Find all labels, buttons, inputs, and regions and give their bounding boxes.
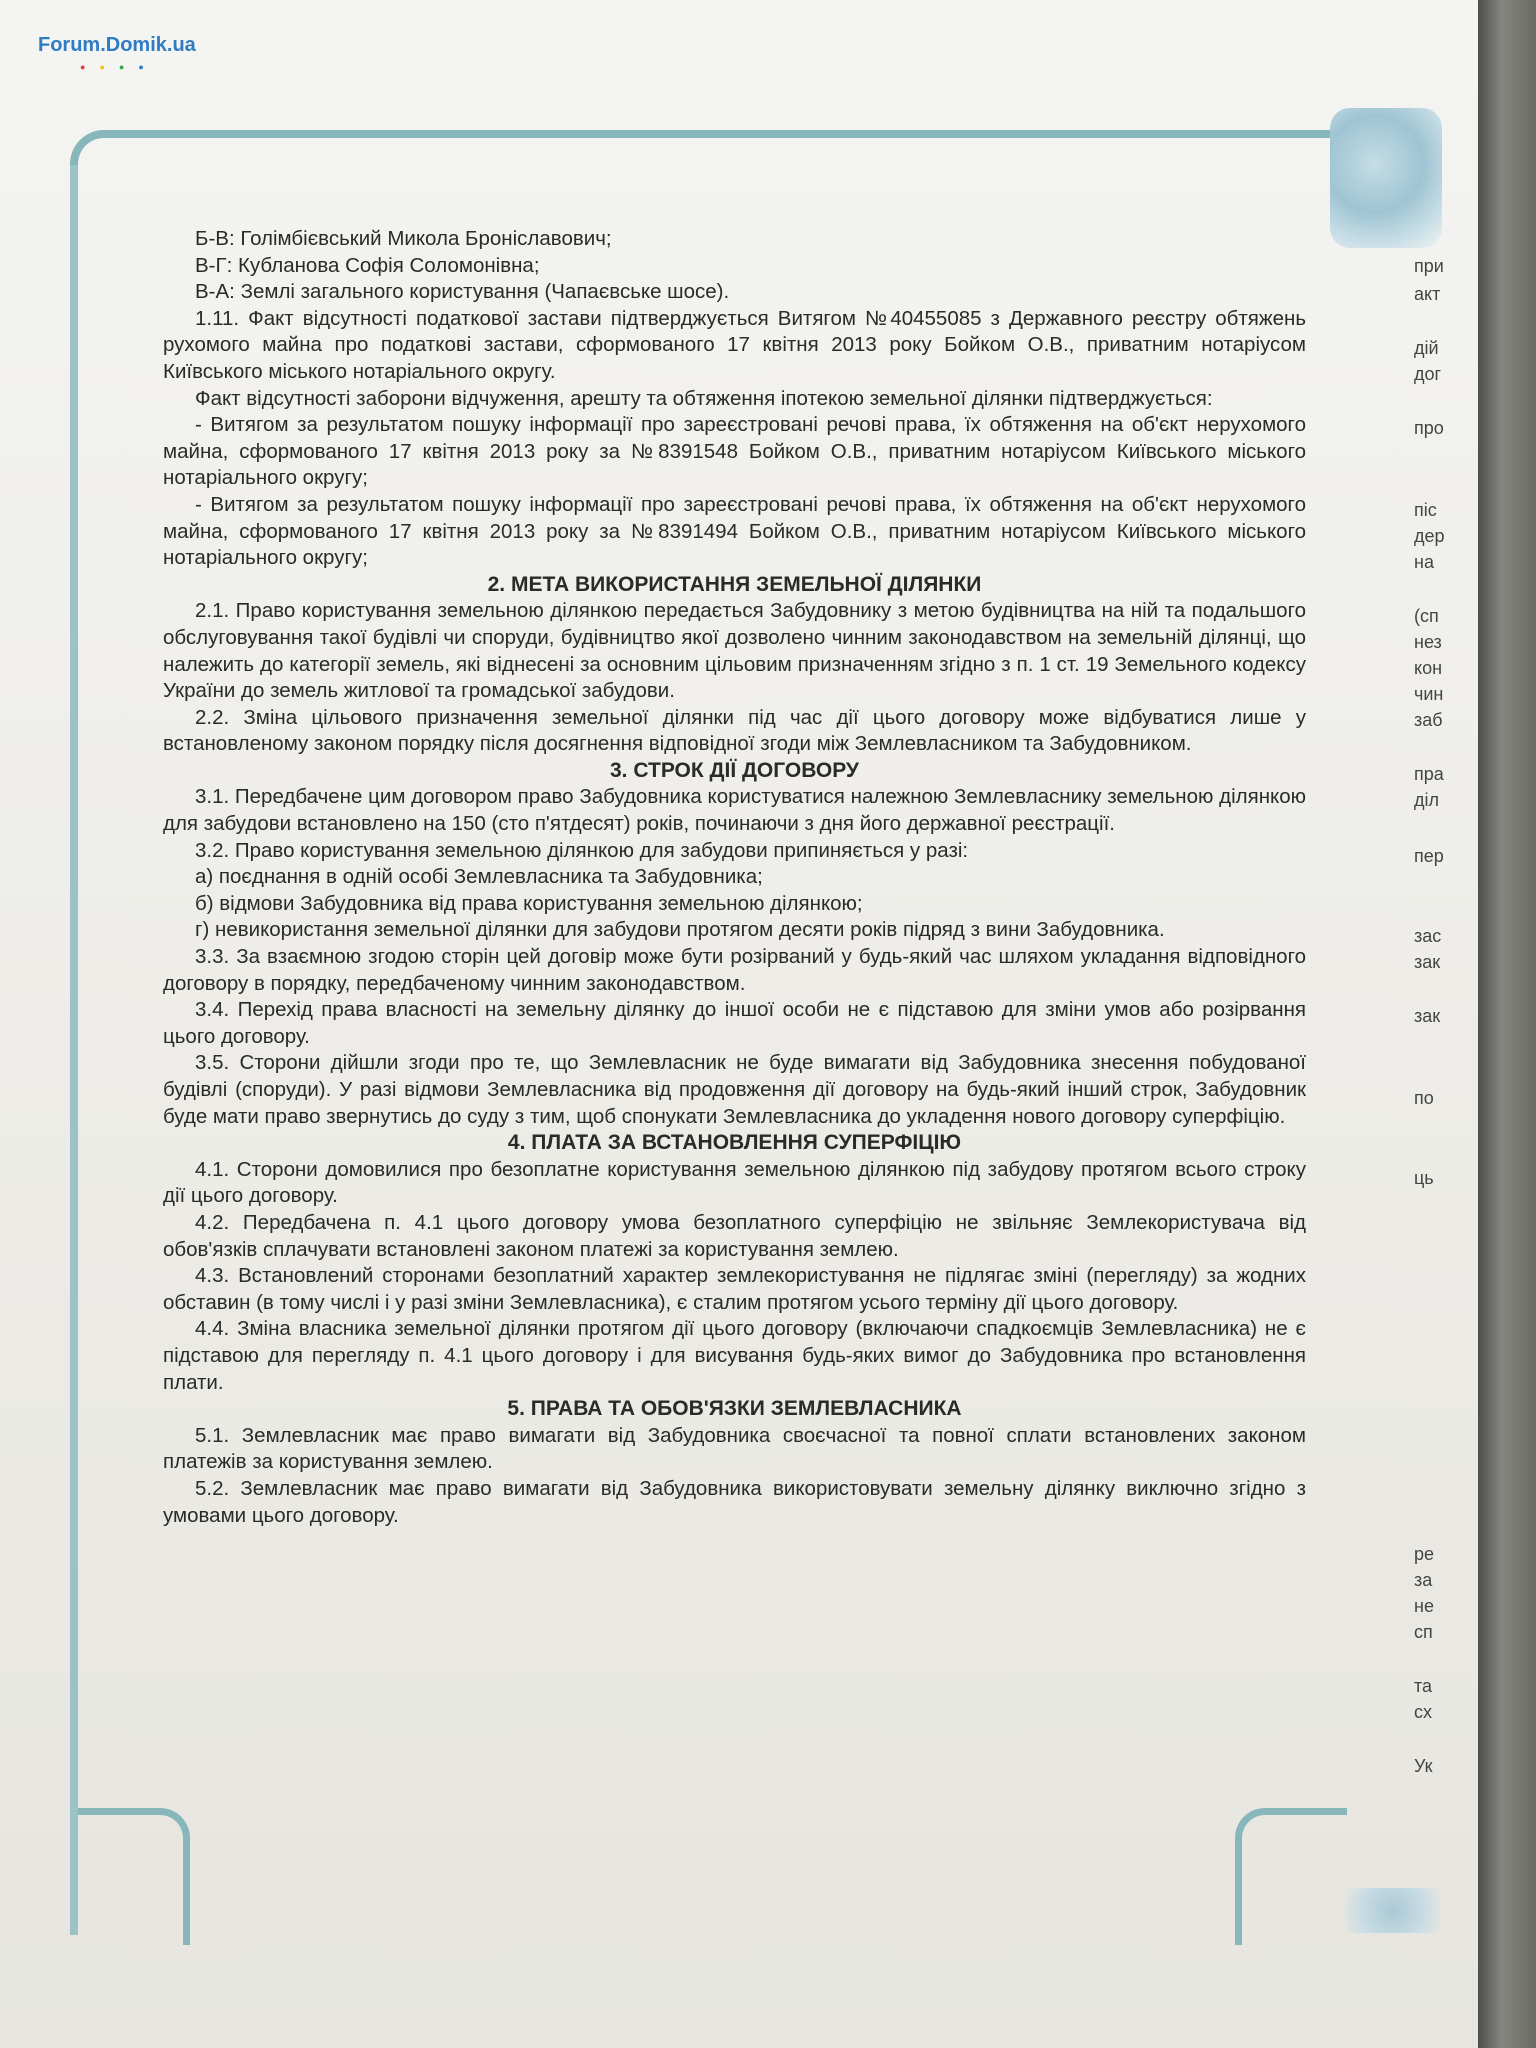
clause-2-2: 2.2. Зміна цільового призначення земельної ділянки під час дії цього договору може відбуватися лише у встановленому законом порядку після досягнення відповідної згоди між Землевласником та Забудовником. — [163, 705, 1306, 756]
section-3-title: 3. СТРОК ДІЇ ДОГОВОРУ — [610, 758, 859, 782]
margin-fragment: нез — [1414, 632, 1442, 652]
extract-2: - Витягом за результатом пошуку інформації про зареєстровані речові права, їх обтяження на об'єкт нерухомого майна, сформованого 17 квітня 2013 року за №8391494 Бойком О.В., приватним нотаріусом Київського міського нотаріального округу; — [163, 492, 1306, 570]
ornament-top-right — [1330, 108, 1442, 248]
clause-2-1: 2.1. Право користування земельною ділянкою передається Забудовнику з метою будівництва на ній та подальшого обслуговування такої будівлі чи споруди, будівництво якої дозволено чинним законодавством на земельній ділянці, що належить до категорії земель, які віднесені за основним цільовим призначенням згідно з п. 1 ст. 19 Земельного кодексу України до земель житлової та громадської забудови. — [163, 599, 1306, 703]
margin-fragment: на — [1414, 552, 1434, 572]
margin-fragment: ць — [1414, 1168, 1434, 1188]
margin-fragment: діл — [1414, 790, 1440, 810]
extract-1: - Витягом за результатом пошуку інформації про зареєстровані речові права, їх обтяження на об'єкт нерухомого майна, сформованого 17 квітня 2013 року за №8391548 Бойком О.В., приватним нотаріусом Київського міського нотаріального округу; — [163, 413, 1306, 490]
decorative-frame-corner-left — [78, 1808, 190, 1945]
intro-line-3: В-А: Землі загального користування (Чапаєвське шосе). — [195, 280, 730, 304]
clause-5-2: 5.2. Землевласник має право вимагати від Забудовника використовувати земельну ділянку виключно згідно з умовами цього договору. — [163, 1476, 1306, 1527]
ornament-bottom-right — [1345, 1888, 1440, 1933]
margin-fragment: зак — [1414, 1006, 1441, 1026]
clause-3-5: 3.5. Сторони дійшли згоди про те, що Землевласник не буде вимагати від Забудовника знесення побудованої будівлі (споруди). У разі відмови Землевласника від продовження дії договору на будь-який інший строк, Забудовник буде мати право звернутись до суду з тим, щоб спонукати Землевласника до укладення нового договору суперфіцію. — [163, 1051, 1306, 1128]
clause-4-4: 4.4. Зміна власника земельної ділянки протягом дії цього договору (включаючи спадкоємців Землевласника) не є підставою для перегляду п. 4.1 цього договору і для висування будь-яких вимог до Забудовника про встановлення плати. — [163, 1317, 1306, 1394]
decorative-frame-top — [70, 130, 1368, 178]
margin-fragment: кон — [1414, 658, 1443, 678]
clause-1-11: 1.11. Факт відсутності податкової застави підтверджується Витягом №40455085 з Державного реєстру обтяжень рухомого майна про податкові застави, сформованого 17 квітня 2013 року Бойком О.В., приватним нотаріусом Київського міського нотаріального округу. — [163, 306, 1306, 383]
margin-fragment: за — [1414, 1570, 1433, 1590]
background-surface — [1478, 0, 1536, 2048]
intro-line-1: Б-В: Голімбієвський Микола Броніславович; — [195, 227, 612, 250]
clause-5-1: 5.1. Землевласник має право вимагати від Забудовника своєчасної та повної сплати встановлених законом платежів за користування землею. — [163, 1423, 1306, 1474]
clause-3-2: 3.2. Право користування земельною ділянкою для забудови припиняється у разі: — [195, 838, 969, 862]
clause-3-2-g: г) невикористання земельної ділянки для забудови протягом десяти років підряд з вини Забудовника. — [195, 918, 1165, 942]
decorative-frame-left — [70, 165, 78, 1935]
margin-fragment: сх — [1414, 1702, 1432, 1722]
margin-fragment: пра — [1414, 764, 1444, 784]
margin-fragment: пер — [1414, 846, 1444, 866]
margin-fragment: дій — [1414, 338, 1439, 358]
margin-fragment: по — [1414, 1088, 1434, 1108]
margin-fragment: ре — [1414, 1544, 1435, 1564]
section-2-title: 2. МЕТА ВИКОРИСТАННЯ ЗЕМЕЛЬНОЇ ДІЛЯНКИ — [487, 572, 982, 596]
margin-fragment: акт — [1414, 284, 1441, 304]
clause-3-2-a: а) поєднання в одній особі Землевласника та Забудовника; — [195, 865, 763, 889]
decorative-frame-corner-right — [1235, 1808, 1347, 1945]
margin-fragment: сп — [1414, 1622, 1433, 1642]
margin-fragment: не — [1414, 1596, 1434, 1616]
clause-3-1: 3.1. Передбачене цим договором право Забудовника користуватися належною Землевласнику земельною ділянкою для забудови встановлено на 150 (сто п'ятдесят) років, починаючи з дня його державної реєстрації. — [163, 785, 1306, 836]
clause-3-4: 3.4. Перехід права власності на земельну ділянку до іншої особи не є підставою для зміни умов або розірвання цього договору. — [163, 998, 1306, 1048]
margin-fragment: заб — [1414, 710, 1443, 730]
margin-fragment: чин — [1414, 684, 1444, 704]
margin-fragment: при — [1414, 256, 1444, 276]
margin-fragment: Ук — [1414, 1756, 1433, 1776]
clause-3-2-b: б) відмови Забудовника від права користування земельною ділянкою; — [195, 891, 863, 915]
margin-fragment: зас — [1414, 926, 1442, 946]
clause-4-2: 4.2. Передбачена п. 4.1 цього договору умова безоплатного суперфіцію не звільняє Землекористувача від обов'язків сплачувати встановлені законом платежі за користування землею. — [163, 1210, 1306, 1261]
margin-fragment: та — [1414, 1676, 1433, 1696]
clause-4-3: 4.3. Встановлений сторонами безоплатний характер землекористування не підлягає зміні (перегляду) за жодних обставин (в тому числі і у разі зміни Землевласника), є сталим протягом усього терміну дії цього договору. — [163, 1264, 1306, 1314]
margin-fragment: (сп — [1414, 606, 1439, 626]
section-5-title: 5. ПРАВА ТА ОБОВ'ЯЗКИ ЗЕМЛЕВЛАСНИКА — [507, 1397, 962, 1421]
watermark: Forum.Domik.ua — [38, 34, 196, 56]
margin-fragment: дог — [1414, 364, 1442, 384]
clause-3-3: 3.3. За взаємною згодою сторін цей договір може бути розірваний у будь-який час шляхом укладання відповідного договору в порядку, передбаченому чинним законодавством. — [163, 945, 1306, 995]
section-4-title: 4. ПЛАТА ЗА ВСТАНОВЛЕННЯ СУПЕРФІЦІЮ — [507, 1131, 962, 1155]
paragraph-absence: Факт відсутності заборони відчуження, арешту та обтяження іпотекою земельної ділянки підтверджується: — [195, 386, 1213, 410]
watermark-dots: ●●●● — [80, 62, 158, 72]
intro-line-2: В-Г: Кубланова Софія Соломонівна; — [195, 253, 540, 277]
clause-4-1: 4.1. Сторони домовилися про безоплатне користування земельною ділянкою під забудову протягом всього строку дії цього договору. — [163, 1157, 1306, 1208]
document-body — [163, 226, 1306, 1529]
margin-fragment: зак — [1414, 952, 1441, 972]
margin-fragment: піс — [1414, 500, 1437, 520]
margin-fragment: про — [1414, 418, 1444, 438]
margin-fragment: дер — [1414, 526, 1445, 546]
